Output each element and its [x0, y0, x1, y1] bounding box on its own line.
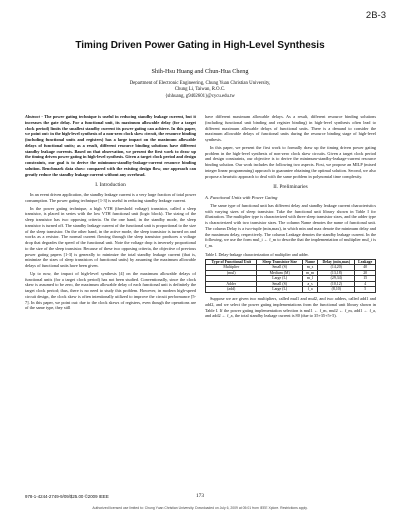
right-column: [205, 114, 376, 321]
table-header-row: [206, 259, 376, 265]
data-table: [205, 259, 376, 294]
table-cell: 40: [355, 265, 376, 271]
table-cell: a_s: [302, 281, 317, 287]
abstract-lead: Abstract: [25, 114, 40, 119]
footer-authorization: Authorized licensed use limited to: Chung Yuan Christian University. Downloaded on July 6, 2009 at 05:01 from IEEE Xplore. Restrictions apply.: [92, 506, 308, 510]
body-paragraph: The same type of functional unit has different delay and standby leakage current characteristics with varying sizes of sleep transistor. Take the functional unit library shown in Table I for illustration. The multiplier type is characterized with three sleep transistor sizes, and the adder type is characterized with two transistor sizes. The column Name denotes the name of functional unit. The column Delay is a two-tuple (min,max), in which min and max denote the minimum delay and the maximum delay, respectively. The column Leakage denotes the standby leakage current. In the following, we use the form mul_i ← f_m to describe that the implementation of multiplier mul_i is f_m.: [205, 202, 376, 248]
abstract-text: - The power gating technique is useful in reducing standby leakage current, but it increases the gate delay. For a functional unit, its maximum allowable delay (for a target clock period) limits the smallest standby current its power gating can achieve. In this paper, we point out: in the high-level synthesis of a non-zero clock skew circuit, the resource binding (including functional units and registers) has a large impact on the maximum allowable delays of functional units; as a result, different resource binding solutions have different standby leakage currents. Based on that observation, we present the first work to draw up the timing driven power gating in high-level synthesis. Given a target clock period and design constraints, our goal is to derive the minimum-standby-leakage-current resource binding solution. Benchmark data show: compared with the existing design flow, our approach can greatly reduce the standby leakage current without any overhead.: [25, 114, 196, 177]
affiliation-line: Department of Electronic Engineering, Chung Yuan Christian University,: [129, 81, 271, 86]
table-cell: Large (L): [257, 276, 302, 282]
body-paragraph: In this paper, we present the first work to formally draw up the timing driven power gating problem in the high-level synthesis of non-zero clock skew circuits. Given a target clock period and design constraints, our objective is to derive the minimum-standby-leakage-current resource binding solution. Our work includes the following two aspects. First, we propose an MILP (mixed integer linear programming) approach to guarantee obtaining the optimal solution. Second, we also propose a heuristic approach to deal with the same problem in polynomial time complexity.: [205, 144, 376, 179]
table-cell: 5: [355, 287, 376, 293]
affiliation: [0, 81, 400, 100]
subsection-title: A. Functional Units with Power Gating: [205, 195, 278, 200]
table-cell: (10,12): [318, 281, 355, 287]
table-row: [206, 287, 376, 293]
section-tag: 2B-3: [365, 10, 386, 21]
authors: Shih-Hsu Huang and Chun-Hua Cheng: [151, 68, 249, 75]
table-header-cell: Delay (min,max): [318, 259, 355, 265]
table-cell: Multiplier: [206, 265, 257, 271]
table-cell: 4: [355, 281, 376, 287]
table-cell: (add): [206, 287, 257, 293]
table-cell: 15: [355, 276, 376, 282]
intro-paragraph: In the power gating technique, a high VTH (threshold voltage) transistor, called a sleep transistor, is placed in series with the low VTH functional unit (logic block). The sizing of the sleep transistor has two opposing criteria. On the one hand, in the standby mode, the sleep transistor is turned off. The standby leakage current of the functional unit is proportional to the size of the sleep transistor. On the other hand, in the active mode, the sleep transistor is turned on and works as a resistor. The normal current flowing through the sleep transistor produces a voltage drop that degrades the speed of the functional unit. Note the voltage drop is inversely proportional to the size of the sleep transistor. Because of these two opposing criteria, the objective of previous power gating papers [1-3] is generally to minimize the total standby leakage current (that is, minimize the sizes of sleep transistors of functional units) by assuming the maximum allowable delays of functional units have been given.: [25, 205, 196, 268]
table-cell: (8,10): [318, 287, 355, 293]
table-cell: Small (S): [257, 265, 302, 271]
table-caption: Table I. Delay-leakage characterization of multiplier and adder.: [205, 251, 309, 257]
left-column: [25, 114, 196, 313]
table-cell: m_m: [302, 270, 317, 276]
table-header-cell: Type of Functional Unit: [206, 259, 257, 265]
footer-isbn: 978-1-4244-2749-9/09/$25.00 ©2009 IEEE: [25, 494, 109, 499]
affiliation-line: Chung Li, Taiwan, R.O.C.: [174, 87, 226, 93]
intro-paragraph: In an event driven application, the standby leakage current is a very large fraction of total power consumption. The power gating technique [1-3] is useful in reducing standby leakage current.: [25, 192, 196, 203]
table-cell: Small (S): [257, 281, 302, 287]
table-cell: Adder: [206, 281, 257, 287]
table-cell: (14,20): [318, 265, 355, 271]
table-cell: (13,18): [318, 270, 355, 276]
affiliation-email: {shhuang, g9402601}@cycu.edu.tw: [165, 93, 235, 99]
table-cell: f_a: [302, 287, 317, 293]
table-cell: 20: [355, 270, 376, 276]
body-paragraph: have different maximum allowable delays. As a result, different resource binding solutions (including functional unit binding and register binding) in high-level synthesis often lead to different maximum allowable delays of functional units. There is a demand to consider the maximum allowable delays of functional units during the resource binding stage of high-level synthesis.: [205, 114, 376, 142]
table-header-cell: Sleep Transistor Size: [257, 259, 302, 265]
table-header-cell: Name: [302, 259, 317, 265]
table-cell: (mul): [206, 270, 257, 276]
table-cell: m_l: [302, 276, 317, 282]
section-title-preliminaries: II. Preliminaries: [273, 184, 308, 191]
page-number: 173: [195, 493, 205, 499]
table-cell: Medium (M): [257, 270, 302, 276]
section-title-introduction: I. Introduction: [95, 182, 126, 189]
body-paragraph: Suppose we are given two multipliers, called mul1 and mul2, and two adders, called add1 and add2, and we select the power gating implementations from the functional unit library shown in Table I. If the power gating implementation selection is mul1 ← f_m, mul2 ← f_m, add1 ← f_a, and add2 ← f_a, the total standby leakage current is 80 (due to 35+35+5+5).: [205, 296, 376, 319]
table-cell: (29,34): [318, 276, 355, 282]
table-cell: m_s: [302, 265, 317, 271]
table-header-cell: Leakage: [355, 259, 376, 265]
abstract: [25, 114, 196, 177]
table-cell: Large (L): [257, 287, 302, 293]
intro-paragraph: Up to now, the impact of high-level synthesis [4] on the maximum allowable delays of functional units (for a target clock period) has not been studied. Conventionally, since the clock skew is assumed to be zero, the maximum allowable delay of each functional unit is definitely the target clock period; thus, there is no need to study this problem. However, in modern high-speed circuit design, the clock skew is often intentionally utilized to improve the circuit performance [5-7]. In this paper, we point out: due to the clock skews of registers, even though the operations are of the same type, they still: [25, 270, 196, 311]
paper-title: Timing Driven Power Gating in High-Level Synthesis: [75, 40, 325, 51]
